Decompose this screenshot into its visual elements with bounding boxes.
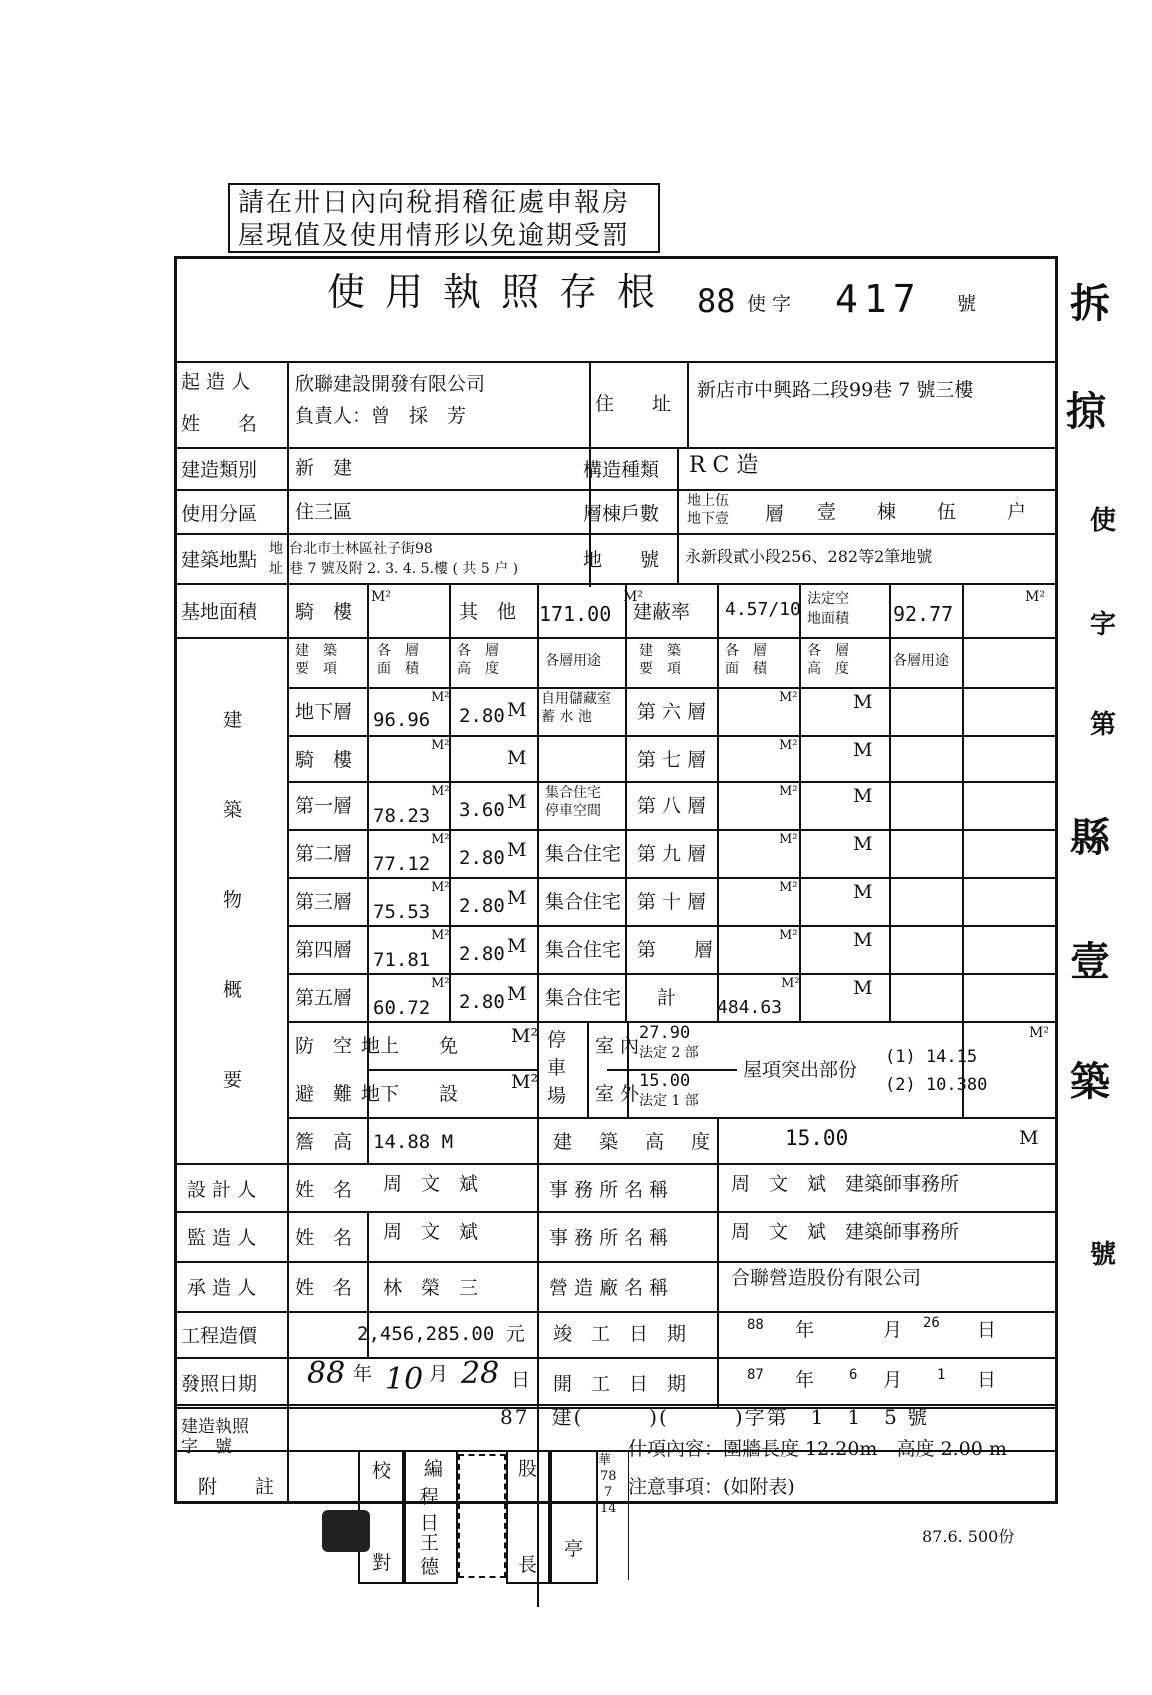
floor-use-1: 集合住宅	[545, 987, 622, 1009]
site-zhi: 址	[269, 561, 283, 577]
floor-use-2: 蓄 水 池	[541, 709, 592, 725]
notice-line-1: 請在卅日內向稅捐稽征處申報房	[238, 188, 631, 218]
parking-char: 場	[547, 1085, 567, 1107]
floor-use-1: 自用儲藏室	[541, 691, 611, 707]
floor-height-unit: M	[507, 935, 527, 957]
stamp-char: 日	[420, 1512, 440, 1534]
contractor-label: 承 造 人	[187, 1277, 257, 1299]
completion-day: 26	[923, 1315, 940, 1331]
eave-value: 14.88 M	[373, 1131, 454, 1153]
start-month: 6	[849, 1367, 858, 1383]
hdr-height-1: 各 層	[457, 643, 499, 659]
shelter-she: 設	[439, 1083, 459, 1105]
floor-height-unit: M	[507, 699, 527, 721]
issue-ri: 日	[511, 1369, 531, 1391]
rule	[177, 1211, 1058, 1213]
rule	[177, 583, 1058, 585]
floor-name-right: 第 七 層	[637, 749, 707, 771]
shelter-label-1: 防 空	[295, 1035, 353, 1057]
coverage-value: 4.57/10	[725, 599, 801, 620]
shelter-above: 地上	[361, 1035, 400, 1057]
floor-area-unit: M²	[431, 784, 450, 799]
completion-nian: 年	[795, 1319, 815, 1341]
ceng-label: 層	[765, 503, 785, 525]
floor-area: 71.81	[373, 949, 431, 971]
rule	[677, 447, 679, 583]
notice-box	[228, 183, 660, 253]
dong-label: 棟	[877, 501, 897, 523]
build-type-value: 新 建	[295, 457, 353, 479]
cost-label: 工程造價	[181, 1325, 258, 1347]
side-char: 要	[223, 1069, 243, 1091]
rule	[889, 583, 891, 1021]
rule	[287, 925, 1058, 927]
issue-nian: 年	[353, 1363, 373, 1385]
legal-open-value: 92.77	[893, 602, 954, 626]
rule	[177, 1261, 1058, 1263]
supervisor-office: 周 文 斌 建築師事務所	[731, 1221, 960, 1243]
floor-use-2: 停車空間	[545, 803, 601, 819]
hdr-item-1: 建 築	[295, 643, 337, 659]
ink-seal	[322, 1510, 370, 1552]
margin-char: 築	[1070, 1058, 1110, 1105]
hdr-height-2b: 高 度	[807, 661, 849, 677]
parking-char: 車	[547, 1057, 567, 1079]
floors-below: 地下壹	[687, 511, 729, 527]
contractor-office: 合聯營造股份有限公司	[731, 1267, 922, 1289]
builder-address: 新店市中興路二段99巷 7 號三樓	[697, 379, 974, 401]
floor-height-unit: M	[853, 785, 873, 807]
hdr-item-1b: 建 築	[639, 643, 681, 659]
issue-date-label: 發照日期	[181, 1373, 258, 1395]
rule	[287, 687, 1058, 689]
permit-label-1: 建造執照	[181, 1417, 249, 1437]
hdr-use: 各層用途	[545, 653, 601, 669]
floors-count-label: 層棟戶數	[583, 503, 660, 525]
zone-label: 使用分區	[181, 503, 258, 525]
shelter-below: 地下	[361, 1083, 400, 1105]
floor-name-right: 第 六 層	[637, 701, 707, 723]
stamp-char: 德	[420, 1556, 440, 1578]
legal-open-label-1: 法定空	[807, 591, 849, 607]
parking-indoor-legal: 法定 2 部	[639, 1045, 699, 1061]
floor-area-unit: M²	[779, 738, 798, 753]
floor-height: 3.60	[459, 799, 505, 821]
address-label: 住 址	[595, 393, 672, 415]
rule	[625, 583, 627, 1021]
bldg-height-value: 15.00	[785, 1126, 849, 1150]
hdr-area-2b: 面 積	[725, 661, 767, 677]
floor-height-unit: M	[853, 833, 873, 855]
structure-value: R C 造	[689, 453, 759, 478]
cost-value: 2,456,285.00 元	[357, 1323, 525, 1345]
floor-area-unit: M²	[779, 928, 798, 943]
builder-label-2: 姓 名	[181, 413, 258, 435]
total-area: 484.63	[717, 997, 783, 1018]
permit-form	[174, 256, 1058, 1504]
stamp-label: 對	[372, 1552, 392, 1574]
side-char: 概	[223, 979, 243, 1001]
shelter-unit: M²	[511, 1071, 539, 1093]
stamp-char: 王	[420, 1532, 440, 1554]
floor-height: 2.80	[459, 895, 505, 917]
floor-name-right: 第 十 層	[637, 891, 707, 913]
rule	[287, 781, 1058, 783]
floor-area-unit: M²	[431, 690, 450, 705]
floor-name-right: 第 八 層	[637, 795, 707, 817]
start-label: 開 工 日 期	[553, 1373, 687, 1395]
build-type-label: 建造類別	[181, 459, 258, 481]
floor-name: 地下層	[295, 701, 353, 723]
margin-char: 第	[1090, 710, 1117, 740]
parking-outdoor-area: 15.00	[639, 1071, 691, 1091]
floor-height-unit: M	[853, 739, 873, 761]
title-suffix: 號	[957, 293, 977, 315]
start-year: 87	[747, 1367, 764, 1383]
rule	[287, 829, 1058, 831]
floor-area: 60.72	[373, 997, 431, 1019]
stamp-box	[458, 1454, 506, 1578]
rule	[287, 735, 1058, 737]
margin-char: 使	[1090, 506, 1117, 536]
issue-yue: 月	[429, 1363, 449, 1385]
floor-height: 2.80	[459, 847, 505, 869]
floor-height-unit: M	[507, 887, 527, 909]
floor-area-unit: M²	[431, 928, 450, 943]
rule	[177, 489, 1058, 491]
builder-label-1: 起 造 人	[181, 371, 251, 393]
rule	[287, 973, 1058, 975]
floor-name: 第一層	[295, 795, 353, 817]
floor-area-unit: M²	[431, 976, 450, 991]
floor-name: 騎 樓	[295, 749, 353, 771]
issue-month: 10	[385, 1362, 424, 1397]
margin-char: 掠	[1066, 388, 1106, 435]
remarks-item: 什項內容：圍牆長度 12.20m 高度 2.00 m	[628, 1438, 1007, 1460]
floor-area: 78.23	[373, 805, 431, 827]
lot-label: 地 號	[583, 549, 660, 571]
issue-year: 88	[307, 1356, 346, 1391]
rule	[177, 637, 1058, 639]
floor-area-unit: M²	[781, 976, 800, 991]
rule	[287, 1117, 1058, 1119]
supervisor-name-label: 姓 名	[295, 1227, 353, 1249]
shelter-mian: 免	[439, 1035, 459, 1057]
designer-label: 設 計 人	[187, 1179, 257, 1201]
start-yue: 月	[883, 1369, 903, 1391]
site-label: 建築地點	[181, 549, 258, 571]
hdr-area-1: 各 層	[377, 643, 419, 659]
floor-area: 96.96	[373, 709, 431, 731]
floor-name: 第四層	[295, 939, 353, 961]
permit-number: 87 建( )( )字第 1 1 5 號	[500, 1405, 930, 1429]
floor-height-unit: M	[853, 929, 873, 951]
supervisor-office-label: 事 務 所 名 稱	[549, 1227, 669, 1249]
seal-text: 華	[598, 1453, 612, 1468]
floor-height-unit: M	[507, 747, 527, 769]
margin-char: 字	[1090, 610, 1117, 640]
bldg-height-unit: M	[1019, 1127, 1039, 1149]
side-char: 築	[223, 799, 243, 821]
start-nian: 年	[795, 1369, 815, 1391]
footer-print-info: 87.6. 500份	[922, 1527, 1015, 1546]
rule	[799, 583, 801, 1021]
designer-name: 周 文 斌	[383, 1173, 479, 1195]
floor-area: 77.12	[373, 853, 431, 875]
seal-column	[596, 1452, 629, 1580]
title-number: 417	[835, 277, 922, 321]
other-label: 其 他	[459, 601, 517, 623]
rule	[177, 533, 1058, 535]
stamp-label: 股	[518, 1458, 538, 1480]
floor-height-unit: M	[507, 983, 527, 1005]
hdr-use-b: 各層用途	[893, 653, 949, 669]
floor-area: 75.53	[373, 901, 431, 923]
floor-name: 第三層	[295, 891, 353, 913]
zone-value: 住三區	[295, 501, 353, 523]
rule	[449, 583, 451, 637]
floor-height: 2.80	[459, 943, 505, 965]
supervisor-label: 監 造 人	[187, 1227, 257, 1249]
rule	[717, 1117, 719, 1407]
legal-open-label-2: 地面積	[807, 611, 849, 627]
site-address-2: 巷 7 號及附 2. 3. 4. 5.樓 ( 共 5 户 )	[289, 561, 519, 577]
floor-name-right: 第 層	[637, 939, 714, 961]
floor-height-unit: M	[853, 881, 873, 903]
seal-text: 7	[604, 1485, 613, 1500]
hdr-item-2b: 要 項	[639, 661, 681, 677]
floor-height-unit: M	[507, 791, 527, 813]
completion-yue: 月	[883, 1319, 903, 1341]
floor-name: 第五層	[295, 987, 353, 1009]
contractor-name: 林 榮 三	[383, 1277, 479, 1299]
hdr-height-2: 高 度	[457, 661, 499, 677]
lot-value: 永新段貳小段256、282等2筆地號	[685, 547, 933, 566]
parking-char: 停	[547, 1029, 567, 1051]
floor-use-1: 集合住宅	[545, 843, 622, 865]
remarks-note: 注意事項：(如附表)	[628, 1476, 795, 1498]
stamp-char: 亭	[564, 1538, 584, 1560]
floor-height-unit: M	[507, 839, 527, 861]
rule	[177, 361, 1058, 363]
floor-use-1: 集合住宅	[545, 891, 622, 913]
floor-area-unit: M²	[779, 784, 798, 799]
contractor-name-label: 姓 名	[295, 1277, 353, 1299]
title-year: 88	[697, 282, 736, 320]
stamp-label: 校	[372, 1460, 392, 1482]
stamp-box	[404, 1450, 458, 1584]
rule	[587, 1021, 589, 1117]
parking-indoor-area: 27.90	[639, 1023, 691, 1043]
floor-use-1: 集合住宅	[545, 785, 601, 801]
floor-height-unit: M	[853, 691, 873, 713]
rule	[287, 361, 289, 1504]
coverage-label: 建蔽率	[633, 601, 691, 623]
rule	[177, 447, 1058, 449]
contractor-office-label: 營 造 廠 名 稱	[549, 1277, 669, 1299]
designer-office: 周 文 斌 建築師事務所	[731, 1173, 960, 1195]
stamp-box	[506, 1450, 550, 1584]
other-value: 171.00	[539, 602, 612, 626]
hdr-area-1b: 各 層	[725, 643, 767, 659]
floor-height: 2.80	[459, 705, 505, 727]
completion-year: 88	[747, 1317, 764, 1333]
hdr-item-2: 要 項	[295, 661, 337, 677]
other-unit: M²	[623, 589, 643, 605]
shelter-label-2: 避 難	[295, 1083, 353, 1105]
designer-name-label: 姓 名	[295, 1179, 353, 1201]
builder-rep: 負責人：曾 採 芳	[295, 405, 467, 427]
start-ri: 日	[977, 1369, 997, 1391]
designer-office-label: 事 務 所 名 稱	[549, 1179, 669, 1201]
notice-line-2: 屋現值及使用情形以免逾期受罰	[238, 221, 631, 251]
side-char: 物	[223, 889, 243, 911]
hu-label: 户	[1007, 501, 1027, 523]
form-title: 使用執照存根	[327, 270, 676, 314]
rule	[962, 583, 964, 1117]
stamp-box	[550, 1450, 598, 1584]
start-day: 1	[937, 1367, 946, 1383]
stamp-label: 編	[424, 1458, 444, 1480]
completion-label: 竣 工 日 期	[553, 1323, 687, 1345]
supervisor-name: 周 文 斌	[383, 1221, 479, 1243]
floor-area-unit: M²	[431, 832, 450, 847]
arcade-label: 騎 樓	[295, 601, 353, 623]
roof-value-2: (2) 10.380	[885, 1075, 988, 1095]
parking-outdoor-legal: 法定 1 部	[639, 1093, 699, 1109]
floor-area-unit: M²	[779, 690, 798, 705]
remarks-label: 附 註	[198, 1476, 275, 1498]
stamp-label: 長	[518, 1554, 538, 1576]
rule	[177, 1163, 1058, 1165]
floors-above: 地上伍	[687, 493, 729, 509]
floor-height: 2.80	[459, 991, 505, 1013]
site-di: 地	[269, 541, 283, 557]
rule	[177, 1311, 1058, 1313]
permit-label-2: 字 號	[181, 1437, 232, 1457]
arcade-unit: M²	[371, 589, 391, 605]
rule	[287, 877, 1058, 879]
floor-area-unit: M²	[779, 832, 798, 847]
roof-value-1: (1) 14.15	[885, 1047, 978, 1067]
floor-area-unit: M²	[431, 880, 450, 895]
eave-label: 簷 高	[295, 1131, 353, 1153]
stamp-char: 程	[420, 1486, 440, 1508]
bldg-height-label: 建 築 高 度	[553, 1131, 715, 1153]
rule	[367, 583, 369, 1163]
rule	[717, 583, 719, 1021]
base-area-label: 基地面積	[181, 601, 258, 623]
hdr-height-1b: 各 層	[807, 643, 849, 659]
dong-count: 壹	[817, 501, 837, 523]
side-char: 建	[223, 709, 243, 731]
hu-count: 伍	[937, 501, 957, 523]
roof-unit: M²	[1029, 1025, 1049, 1041]
margin-char: 拆	[1070, 280, 1110, 327]
rule	[687, 361, 689, 447]
seal-text: 78	[600, 1469, 617, 1484]
builder-name: 欣聯建設開發有限公司	[295, 373, 486, 395]
floor-height-unit: M	[853, 977, 873, 999]
parking-indoor-label: 室 內	[595, 1035, 640, 1057]
legal-open-unit: M²	[1025, 589, 1045, 605]
structure-label: 構造種類	[583, 459, 660, 481]
hdr-area-2: 面 積	[377, 661, 419, 677]
parking-outdoor-label: 室 外	[595, 1083, 640, 1105]
floor-area-unit: M²	[431, 738, 450, 753]
site-address-1: 台北市士林區社子街98	[289, 541, 433, 557]
title-type: 使 字	[747, 293, 792, 315]
issue-day: 28	[461, 1356, 500, 1391]
margin-char: 縣	[1070, 814, 1110, 861]
floor-use-1: 集合住宅	[545, 939, 622, 961]
floor-name: 第二層	[295, 843, 353, 865]
roof-label: 屋項突出部份	[743, 1059, 858, 1081]
margin-char: 壹	[1070, 938, 1110, 985]
shelter-unit: M²	[511, 1025, 539, 1047]
seal-text: 14	[600, 1501, 617, 1516]
margin-char: 號	[1090, 1240, 1117, 1270]
floor-area-unit: M²	[779, 880, 798, 895]
floor-name-right: 第 九 層	[637, 843, 707, 865]
completion-ri: 日	[977, 1319, 997, 1341]
total-label: 計	[657, 987, 677, 1009]
